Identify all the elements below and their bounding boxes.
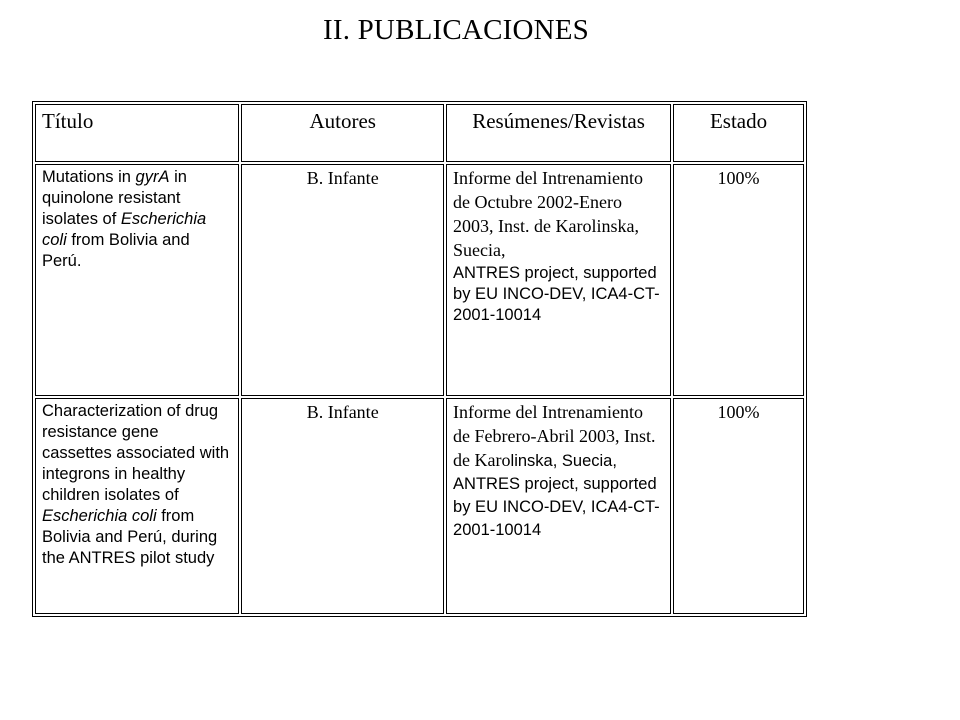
title-text-italic: Escherichia coli: [42, 210, 207, 249]
title-text: in quinolone resistant isolates of: [42, 168, 187, 228]
status-cell: 100%: [673, 164, 804, 396]
summary-serif-text: Informe del Intrenamiento de Octubre 2002-Enero 2003, Inst. de Karolinska, Suecia,: [453, 168, 643, 260]
title-text: Characterization of drug resistance gene cassettes associated with integrons in healthy children isolates of: [42, 402, 230, 504]
title-text: Mutations in: [42, 168, 136, 186]
header-estado: Estado: [673, 104, 804, 162]
table-header-row: [35, 104, 804, 162]
title-text: from Bolivia and Perú.: [42, 231, 190, 270]
title-text-italic: Escherichia coli: [42, 507, 157, 525]
author-cell: B. Infante: [241, 164, 444, 396]
summary-serif-text: Informe del Intrenamiento de Febrero-Abril 2003, Inst. de Karo: [453, 402, 656, 470]
title-text: from Bolivia and Perú, during the ANTRES pilot study: [42, 507, 218, 567]
summary-cell: [446, 398, 671, 614]
publications-table: [32, 101, 807, 617]
page-title: II. PUBLICACIONES: [322, 14, 589, 46]
publication-title-cell: [35, 164, 239, 396]
table-row: [35, 164, 804, 396]
author-cell: B. Infante: [241, 398, 444, 614]
summary-sans-text: linska, Suecia, ANTRES project, supported by EU INCO-DEV, ICA4-CT-2001-10014: [453, 452, 660, 539]
summary-sans-text: ANTRES project, supported by EU INCO-DEV, ICA4-CT-2001-10014: [453, 264, 660, 324]
title-text-italic: gyrA: [135, 168, 170, 186]
table-row: [35, 398, 804, 614]
header-autores: Autores: [241, 104, 444, 162]
summary-cell: [446, 164, 671, 396]
header-titulo: Título: [35, 104, 239, 162]
header-resumenes: Resúmenes/Revistas: [446, 104, 671, 162]
publication-title-cell: [35, 398, 239, 614]
status-cell: 100%: [673, 398, 804, 614]
